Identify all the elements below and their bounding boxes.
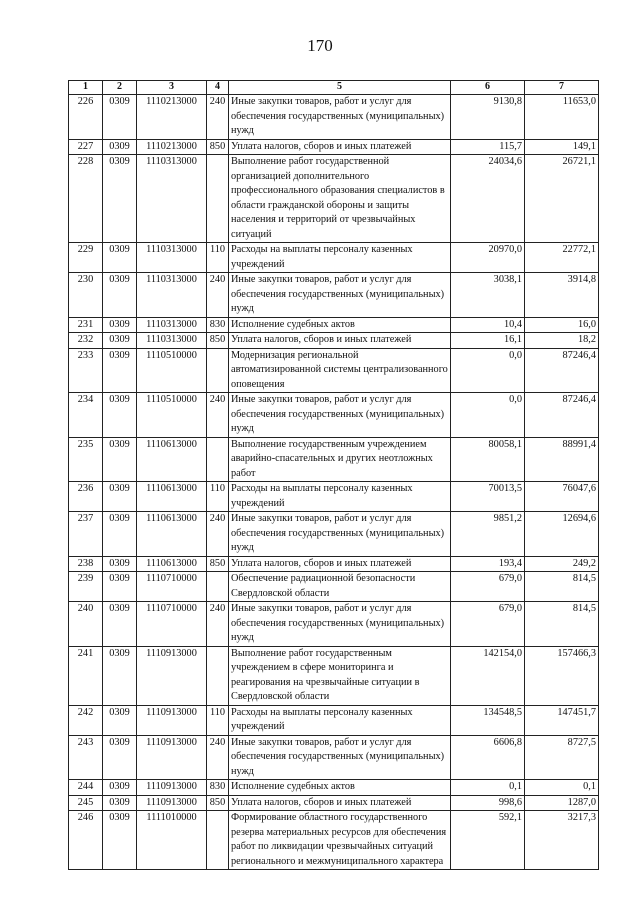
- amount-col6: 10,4: [451, 317, 525, 333]
- amount-col7: 88991,4: [525, 437, 599, 482]
- expense-name: Расходы на выплаты персоналу казенных учреждений: [229, 243, 451, 273]
- expense-name: Выполнение государственным учреждением аварийно-спасательных и других неотложных работ: [229, 437, 451, 482]
- table-row: [69, 482, 599, 512]
- amount-col6: 6606,8: [451, 735, 525, 780]
- section-code: 0309: [103, 139, 137, 155]
- expense-type-code: 240: [207, 95, 229, 140]
- expense-type-code: 830: [207, 317, 229, 333]
- amount-col7: 16,0: [525, 317, 599, 333]
- expense-name: Расходы на выплаты персоналу казенных учреждений: [229, 482, 451, 512]
- expense-name: Исполнение судебных актов: [229, 317, 451, 333]
- amount-col7: 249,2: [525, 556, 599, 572]
- amount-col6: 0,0: [451, 348, 525, 393]
- expense-name: Иные закупки товаров, работ и услуг для обеспечения государственных (муниципальных) нужд: [229, 735, 451, 780]
- expense-name: Иные закупки товаров, работ и услуг для обеспечения государственных (муниципальных) нужд: [229, 393, 451, 438]
- expense-name: Формирование областного государственного резерва материальных ресурсов для обеспечения работ по ликвидации чрезвычайных ситуаций регионального и межмуниципального характера: [229, 811, 451, 870]
- table-row: [69, 317, 599, 333]
- amount-col6: 16,1: [451, 333, 525, 349]
- table-row: [69, 705, 599, 735]
- amount-col7: 8727,5: [525, 735, 599, 780]
- target-article-code: 1110313000: [137, 317, 207, 333]
- expense-type-code: 850: [207, 139, 229, 155]
- expense-name: Уплата налогов, сборов и иных платежей: [229, 139, 451, 155]
- expense-type-code: 850: [207, 333, 229, 349]
- header-cell: 1: [69, 81, 103, 95]
- amount-col7: 149,1: [525, 139, 599, 155]
- amount-col7: 11653,0: [525, 95, 599, 140]
- row-number: 226: [69, 95, 103, 140]
- target-article-code: 1110913000: [137, 795, 207, 811]
- amount-col6: 193,4: [451, 556, 525, 572]
- amount-col7: 3914,8: [525, 273, 599, 318]
- target-article-code: 1111010000: [137, 811, 207, 870]
- section-code: 0309: [103, 572, 137, 602]
- expense-name: Выполнение работ государственной организацией дополнительного профессионального образования специалистов в области гражданской обороны и защиты населения и территорий от чрезвычайных ситуаций: [229, 155, 451, 243]
- table-row: [69, 348, 599, 393]
- target-article-code: 1110913000: [137, 705, 207, 735]
- expense-type-code: 850: [207, 795, 229, 811]
- expense-type-code: 830: [207, 780, 229, 796]
- amount-col6: 142154,0: [451, 646, 525, 705]
- row-number: 246: [69, 811, 103, 870]
- amount-col6: 998,6: [451, 795, 525, 811]
- table-row: [69, 155, 599, 243]
- table-row: [69, 646, 599, 705]
- amount-col7: 87246,4: [525, 393, 599, 438]
- expense-type-code: 110: [207, 243, 229, 273]
- header-cell: 6: [451, 81, 525, 95]
- row-number: 237: [69, 512, 103, 557]
- row-number: 231: [69, 317, 103, 333]
- amount-col7: 76047,6: [525, 482, 599, 512]
- target-article-code: 1110710000: [137, 572, 207, 602]
- amount-col6: 0,1: [451, 780, 525, 796]
- amount-col7: 12694,6: [525, 512, 599, 557]
- section-code: 0309: [103, 705, 137, 735]
- row-number: 243: [69, 735, 103, 780]
- section-code: 0309: [103, 646, 137, 705]
- section-code: 0309: [103, 95, 137, 140]
- table-row: [69, 735, 599, 780]
- amount-col6: 24034,6: [451, 155, 525, 243]
- section-code: 0309: [103, 333, 137, 349]
- target-article-code: 1110313000: [137, 333, 207, 349]
- expense-name: Обеспечение радиационной безопасности Свердловской области: [229, 572, 451, 602]
- expense-name: Иные закупки товаров, работ и услуг для обеспечения государственных (муниципальных) нужд: [229, 273, 451, 318]
- section-code: 0309: [103, 811, 137, 870]
- amount-col7: 0,1: [525, 780, 599, 796]
- table-row: [69, 333, 599, 349]
- expense-type-code: 240: [207, 273, 229, 318]
- target-article-code: 1110213000: [137, 139, 207, 155]
- amount-col6: 0,0: [451, 393, 525, 438]
- amount-col6: 679,0: [451, 572, 525, 602]
- amount-col6: 134548,5: [451, 705, 525, 735]
- target-article-code: 1110913000: [137, 780, 207, 796]
- table-row: [69, 393, 599, 438]
- expense-type-code: [207, 348, 229, 393]
- amount-col7: 18,2: [525, 333, 599, 349]
- row-number: 238: [69, 556, 103, 572]
- row-number: 233: [69, 348, 103, 393]
- row-number: 245: [69, 795, 103, 811]
- target-article-code: 1110613000: [137, 556, 207, 572]
- header-cell: 3: [137, 81, 207, 95]
- row-number: 230: [69, 273, 103, 318]
- expense-name: Расходы на выплаты персоналу казенных учреждений: [229, 705, 451, 735]
- section-code: 0309: [103, 735, 137, 780]
- expense-type-code: [207, 572, 229, 602]
- row-number: 235: [69, 437, 103, 482]
- section-code: 0309: [103, 243, 137, 273]
- expense-name: Модернизация региональной автоматизированной системы централизованного оповещения: [229, 348, 451, 393]
- target-article-code: 1110510000: [137, 348, 207, 393]
- expense-type-code: 240: [207, 393, 229, 438]
- table-row: [69, 243, 599, 273]
- section-code: 0309: [103, 602, 137, 647]
- amount-col7: 157466,3: [525, 646, 599, 705]
- table-row: [69, 602, 599, 647]
- row-number: 234: [69, 393, 103, 438]
- target-article-code: 1110313000: [137, 155, 207, 243]
- expense-name: Уплата налогов, сборов и иных платежей: [229, 556, 451, 572]
- table-row: [69, 273, 599, 318]
- section-code: 0309: [103, 393, 137, 438]
- amount-col6: 9130,8: [451, 95, 525, 140]
- section-code: 0309: [103, 348, 137, 393]
- budget-table: [68, 80, 599, 870]
- target-article-code: 1110313000: [137, 243, 207, 273]
- row-number: 244: [69, 780, 103, 796]
- expense-name: Уплата налогов, сборов и иных платежей: [229, 795, 451, 811]
- expense-type-code: [207, 646, 229, 705]
- expense-type-code: 110: [207, 705, 229, 735]
- expense-type-code: 850: [207, 556, 229, 572]
- amount-col6: 115,7: [451, 139, 525, 155]
- expense-type-code: [207, 437, 229, 482]
- section-code: 0309: [103, 437, 137, 482]
- table-row: [69, 811, 599, 870]
- row-number: 227: [69, 139, 103, 155]
- expense-type-code: 240: [207, 602, 229, 647]
- target-article-code: 1110613000: [137, 482, 207, 512]
- expense-type-code: 240: [207, 512, 229, 557]
- expense-type-code: 240: [207, 735, 229, 780]
- target-article-code: 1110710000: [137, 602, 207, 647]
- target-article-code: 1110613000: [137, 512, 207, 557]
- target-article-code: 1110613000: [137, 437, 207, 482]
- amount-col7: 87246,4: [525, 348, 599, 393]
- header-row: [69, 81, 599, 95]
- expense-name: Выполнение работ государственным учреждением в сфере мониторинга и реагирования на чрезвычайные ситуации в Свердловской области: [229, 646, 451, 705]
- amount-col6: 20970,0: [451, 243, 525, 273]
- row-number: 232: [69, 333, 103, 349]
- table-row: [69, 780, 599, 796]
- expense-name: Иные закупки товаров, работ и услуг для обеспечения государственных (муниципальных) нужд: [229, 95, 451, 140]
- target-article-code: 1110913000: [137, 646, 207, 705]
- amount-col7: 22772,1: [525, 243, 599, 273]
- row-number: 229: [69, 243, 103, 273]
- table-row: [69, 572, 599, 602]
- expense-name: Уплата налогов, сборов и иных платежей: [229, 333, 451, 349]
- amount-col6: 80058,1: [451, 437, 525, 482]
- amount-col6: 3038,1: [451, 273, 525, 318]
- amount-col7: 1287,0: [525, 795, 599, 811]
- row-number: 241: [69, 646, 103, 705]
- expense-type-code: 110: [207, 482, 229, 512]
- row-number: 239: [69, 572, 103, 602]
- table-row: [69, 512, 599, 557]
- expense-type-code: [207, 811, 229, 870]
- row-number: 242: [69, 705, 103, 735]
- target-article-code: 1110510000: [137, 393, 207, 438]
- table-row: [69, 437, 599, 482]
- amount-col6: 70013,5: [451, 482, 525, 512]
- amount-col6: 592,1: [451, 811, 525, 870]
- amount-col7: 147451,7: [525, 705, 599, 735]
- section-code: 0309: [103, 155, 137, 243]
- expense-name: Иные закупки товаров, работ и услуг для обеспечения государственных (муниципальных) нужд: [229, 602, 451, 647]
- table-row: [69, 95, 599, 140]
- table-row: [69, 556, 599, 572]
- expense-type-code: [207, 155, 229, 243]
- target-article-code: 1110313000: [137, 273, 207, 318]
- amount-col7: 3217,3: [525, 811, 599, 870]
- amount-col7: 26721,1: [525, 155, 599, 243]
- table-row: [69, 139, 599, 155]
- amount-col7: 814,5: [525, 602, 599, 647]
- section-code: 0309: [103, 482, 137, 512]
- target-article-code: 1110213000: [137, 95, 207, 140]
- row-number: 228: [69, 155, 103, 243]
- section-code: 0309: [103, 556, 137, 572]
- row-number: 236: [69, 482, 103, 512]
- section-code: 0309: [103, 512, 137, 557]
- amount-col6: 679,0: [451, 602, 525, 647]
- header-cell: 4: [207, 81, 229, 95]
- target-article-code: 1110913000: [137, 735, 207, 780]
- section-code: 0309: [103, 273, 137, 318]
- table-row: [69, 795, 599, 811]
- row-number: 240: [69, 602, 103, 647]
- amount-col7: 814,5: [525, 572, 599, 602]
- header-cell: 5: [229, 81, 451, 95]
- section-code: 0309: [103, 317, 137, 333]
- expense-name: Исполнение судебных актов: [229, 780, 451, 796]
- expense-name: Иные закупки товаров, работ и услуг для обеспечения государственных (муниципальных) нужд: [229, 512, 451, 557]
- header-cell: 2: [103, 81, 137, 95]
- header-cell: 7: [525, 81, 599, 95]
- page-number: 170: [307, 36, 333, 55]
- amount-col6: 9851,2: [451, 512, 525, 557]
- section-code: 0309: [103, 780, 137, 796]
- section-code: 0309: [103, 795, 137, 811]
